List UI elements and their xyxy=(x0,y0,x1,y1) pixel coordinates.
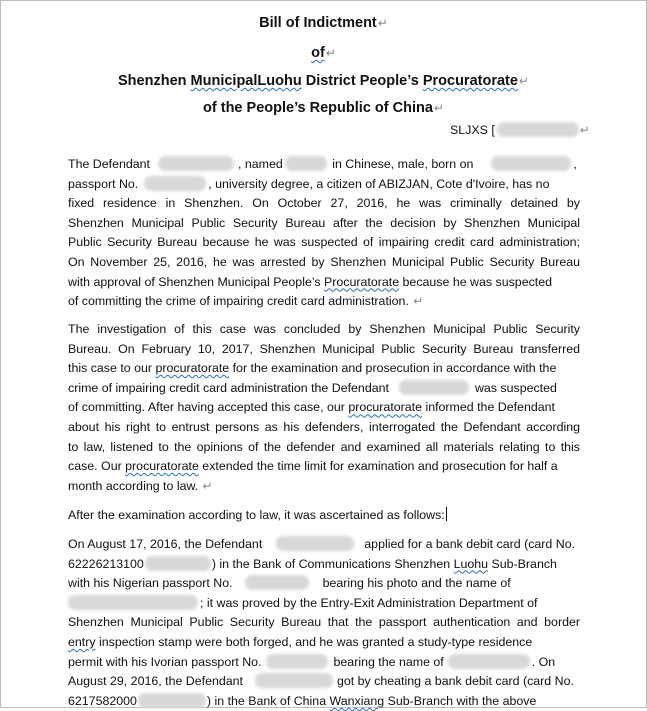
text-line: crime of impairing credit card administration the Defendant was suspected xyxy=(68,380,557,395)
text-line: Shenzhen Municipal Public Security Bureau that the passport authentication and border xyxy=(68,615,580,630)
paragraph-defendant-info xyxy=(68,155,580,312)
text-line: Shenzhen Municipal Public Security Bureau after the decision by Shenzhen Municipal xyxy=(68,215,580,230)
case-reference: SLJXS [ ↵ xyxy=(450,123,590,137)
text-line: The Defendant , named in Chinese, male, born on , xyxy=(68,157,577,171)
text-line: passport No. , university degree, a citizen of ABIZJAN, Cote d'Ivoire, has no xyxy=(68,176,550,191)
redaction xyxy=(276,536,354,551)
redaction xyxy=(285,156,327,171)
redaction xyxy=(138,693,206,708)
text-line: The investigation of this case was concluded by Shenzhen Municipal Public Security xyxy=(68,322,580,336)
text-line: After the examination according to law, it was ascertained as follows: xyxy=(68,508,445,522)
redaction xyxy=(68,595,198,610)
paragraph-ascertained xyxy=(68,506,580,526)
text-line: entry inspection stamp were both forged, and he was granted a study-type residence xyxy=(68,634,533,649)
text-line: permit with his Ivorian passport No. bearing the name of . On xyxy=(68,654,556,669)
redaction xyxy=(399,380,469,395)
text-line: case. Our procuratorate extended the time limit for examination and prosecution for half a xyxy=(68,459,558,474)
text-line: Bureau. On February 10, 2017, Shenzhen Municipal Public Security Bureau transferred xyxy=(68,341,580,356)
text-line: with his Nigerian passport No. bearing his photo and the name of xyxy=(68,576,511,591)
text-line: to law, listened to the opinions of the defender and examined all materials relating to this xyxy=(68,439,580,454)
text-line: of committing. After having accepted this case, our procuratorate informed the Defendant xyxy=(68,400,555,415)
text-cursor xyxy=(446,507,447,521)
title-line-1: Bill of Indictment↵ xyxy=(259,15,388,31)
text-line: ; it was proved by the Entry-Exit Administration Department of xyxy=(68,594,580,614)
text-line: this case to our procuratorate for the examination and prosecution in accordance with the xyxy=(68,361,557,376)
text-line: August 29, 2016, the Defendant got by cheating a bank debit card (card No. xyxy=(68,674,574,689)
redaction xyxy=(245,575,309,590)
text-line: fixed residence in Shenzhen. On October 27, 2016, he was criminally detained by xyxy=(68,196,580,211)
redaction xyxy=(266,654,328,669)
title-line-4: of the People’s Republic of China↵ xyxy=(203,100,444,116)
redaction xyxy=(497,122,579,137)
redaction xyxy=(255,673,333,688)
title-line-2: of↵ xyxy=(311,45,336,61)
paragraph-investigation xyxy=(68,320,580,496)
redaction xyxy=(145,556,211,571)
text-line: 62226213100 ) in the Bank of Communications Shenzhen Luohu Sub-Branch xyxy=(68,556,557,571)
title-line-3: Shenzhen MunicipalLuohu District People’s Procuratorate↵ xyxy=(118,73,529,89)
text-line: of committing the crime of impairing credit card administration. ↵ xyxy=(68,294,424,309)
text-line: On November 25, 2016, he was arrested by Shenzhen Municipal Public Security Bureau xyxy=(68,254,580,269)
text-line: Public Security Bureau because he was suspected of impairing credit card administration; xyxy=(68,235,580,250)
text-line: On August 17, 2016, the Defendant applied for a bank debit card (card No. xyxy=(68,537,576,551)
text-line: about his right to entrust persons as his defenders, interrogated the Defendant according xyxy=(68,419,580,434)
redaction xyxy=(144,176,206,191)
text-line: with approval of Shenzhen Municipal People’s Procuratorate because he was suspected xyxy=(68,274,553,289)
paragraph-facts xyxy=(68,535,580,711)
redaction xyxy=(448,654,530,669)
text-line: month according to law. ↵ xyxy=(68,478,213,493)
text-line: 6217582000 ) in the Bank of China Wanxiang Sub-Branch with the above xyxy=(68,693,537,708)
redaction xyxy=(491,156,571,171)
redaction xyxy=(158,156,234,171)
